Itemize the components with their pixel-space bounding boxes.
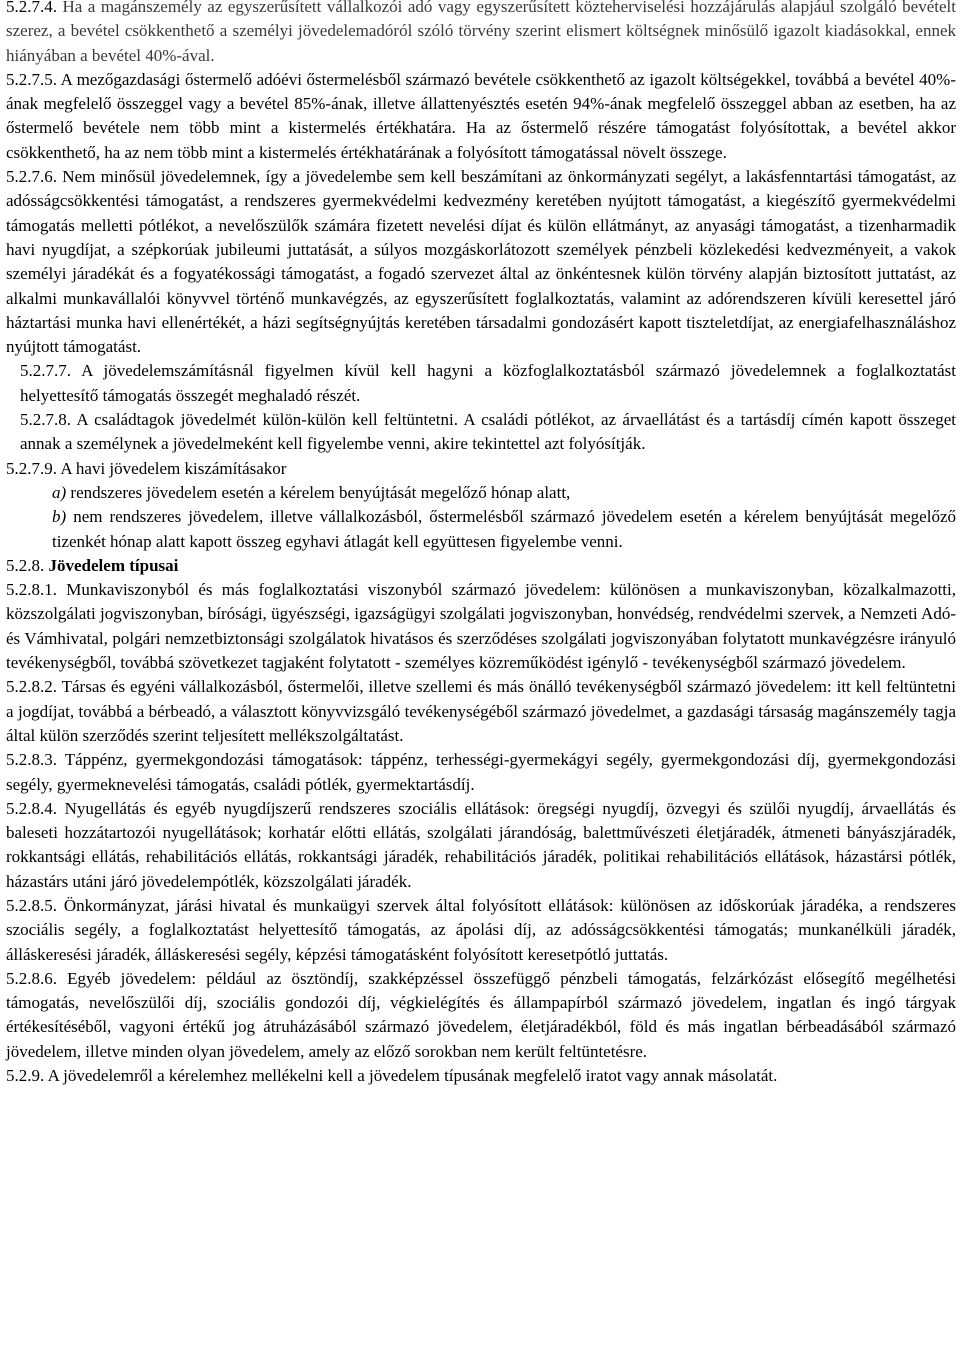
paragraph-text: Társas és egyéni vállalkozásból, őstermelői, illetve szellemi és más önálló tevékenységből származó jövedelem: itt kell feltüntetni a jogdíjat, továbbá a bérbeadó, a választott könyvvizsgáló tevékenységéből származó jövedelmet, a gazdasági társaság magánszemély tagja által külön szerződés szerint teljesített mellékszolgáltatást. bbox=[6, 677, 956, 745]
paragraph-5-2-7-7 bbox=[6, 359, 956, 408]
list-label: a) bbox=[52, 482, 67, 502]
section-heading-5-2-8 bbox=[6, 554, 956, 578]
section-number: 5.2.7.8. bbox=[20, 410, 71, 430]
list-item-a bbox=[6, 481, 956, 505]
paragraph-5-2-7-5 bbox=[6, 68, 956, 165]
paragraph-5-2-8-1 bbox=[6, 578, 956, 675]
section-number: 5.2.7.7. bbox=[20, 361, 71, 381]
paragraph-5-2-7-4 bbox=[6, 0, 956, 68]
section-number: 5.2.7.6. bbox=[6, 167, 57, 187]
paragraph-text: A jövedelemszámításnál figyelmen kívül kell hagyni a közfoglalkoztatásból származó jövedelemnek a foglalkoztatást helyettesítő támogatás összegét meghaladó részét. bbox=[20, 361, 956, 405]
paragraph-text: Ha a magánszemély az egyszerűsített vállalkozói adó vagy egyszerűsített közteherviselési hozzájárulás alapjául szolgáló bevételt szerez, a bevétel csökkenthető a személyi jövedelemadóról szóló törvény szerint elismert költségnek minősülő igazolt kiadásokkal, ennek hiányában a bevétel 40%-ával. bbox=[6, 0, 956, 65]
section-number: 5.2.8.3. bbox=[6, 750, 57, 770]
section-number: 5.2.8.2. bbox=[6, 677, 57, 697]
section-number: 5.2.8.1. bbox=[6, 580, 57, 600]
paragraph-5-2-8-2 bbox=[6, 675, 956, 748]
paragraph-5-2-8-3 bbox=[6, 748, 956, 797]
paragraph-5-2-8-6 bbox=[6, 967, 956, 1064]
list-text: nem rendszeres jövedelem, illetve vállalkozásból, őstermelésből származó jövedelem esetén a kérelem benyújtását megelőző tizenkét hónap alatt kapott összeg egyhavi átlagát kell együttesen figyelembe venni. bbox=[52, 507, 956, 551]
section-title: Jövedelem típusai bbox=[48, 555, 179, 575]
paragraph-text: A mezőgazdasági őstermelő adóévi őstermelésből származó bevétele csökkenthető az igazolt költségekkel, továbbá a bevétel 40%-ának megfelelő összeggel vagy a bevétel 85%-ának, illetve állattenyésztés esetén 94%-ának megfelelő összeggel abban az esetben, ha az őstermelő bevétele nem több mint a kistermelés értékhatára. Ha az őstermelő részére támogatást folyósítottak, a bevétel akkor csökkenthető, ha az nem több mint a kistermelés értékhatárának a folyósított támogatással növelt összege. bbox=[6, 69, 957, 162]
paragraph-text: Egyéb jövedelem: például az ösztöndíj, szakképzéssel összefüggő pénzbeli támogatás, felzárkózást elősegítő megélhetési támogatás, nevelőszülői díj, szociális gondozói díj, végkielégítés és állampapírból származó jövedelem, ingatlan és ingó tárgyak értékesítéséből, vagyoni értékű jog átruházásából származó jövedelem, életjáradékból, föld és más ingatlan bérbeadásából származó jövedelem, illetve minden olyan jövedelem, amely az előző sorokban nem került feltüntetésre. bbox=[6, 968, 956, 1061]
paragraph-text: A jövedelemről a kérelemhez mellékelni kell a jövedelem típusának megfelelő iratot vagy annak másolatát. bbox=[47, 1066, 778, 1086]
paragraph-text: A havi jövedelem kiszámításakor bbox=[60, 458, 287, 478]
paragraph-text: Táppénz, gyermekgondozási támogatások: táppénz, terhességi-gyermekágyi segély, gyermekgondozási díj, gyermekgondozási segély, gyermeknevelési támogatás, családi pótlék, gyermektartásdíj. bbox=[6, 750, 957, 794]
list-label: b) bbox=[52, 507, 67, 527]
paragraph-5-2-7-8 bbox=[6, 408, 956, 457]
paragraph-text: Munkaviszonyból és más foglalkoztatási viszonyból származó jövedelem: különösen a munkaviszonyban, közalkalmazotti, közszolgálati jogviszonyban, bírósági, ügyészségi, igazságügyi szolgálati jogviszonyban, honvédség, rendvédelmi szervek, a Nemzeti Adó- és Vámhivatal, polgári nemzetbiztonsági szolgálatok hivatásos és szerződéses szolgálati jogviszonyában folytatott munkavégzésre irányuló tevékenységből, továbbá szövetkezet tagjaként folytatott - személyes közreműködést igénylő - tevékenységből származó jövedelem. bbox=[6, 580, 956, 673]
paragraph-text: Nyugellátás és egyéb nyugdíjszerű rendszeres szociális ellátások: öregségi nyugdíj, özvegyi és szülői nyugdíj, árvaellátás és baleseti hozzátartozói nyugellátások; korhatár előtti ellátás, szolgálati járandóság, balettművészeti életjáradék, átmeneti bányászjáradék, rokkantsági ellátás, rehabilitációs ellátás, rokkantsági járadék, rehabilitációs járadék, politikai rehabilitációs ellátások, házastársi pótlék, házastárs utáni járó jövedelempótlék, közszolgálati járadék. bbox=[6, 798, 957, 891]
paragraph-text: A családtagok jövedelmét külön-külön kell feltüntetni. A családi pótlékot, az árvaellátást és a tartásdíj címén kapott összeget annak a személynek a jövedelmeként kell figyelembe venni, akire tekintettel azt folyósítják. bbox=[20, 410, 957, 454]
paragraph-text: Önkormányzat, járási hivatal és munkaügyi szervek által folyósított ellátások: különösen az időskorúak járadéka, a rendszeres szociális segély, a foglalkoztatást helyettesítő támogatás, az ápolási díj, az adósságcsökkentési támogatás; munkanélküli járadék, álláskeresési járadék, álláskeresési segély, képzési támogatásként folyósított keresetpótló juttatás. bbox=[6, 895, 956, 964]
list-item-b bbox=[6, 505, 956, 554]
section-number: 5.2.7.5. bbox=[6, 69, 57, 89]
section-number: 5.2.8.5. bbox=[6, 895, 57, 915]
paragraph-text: Nem minősül jövedelemnek, így a jövedelembe sem kell beszámítani az önkormányzati segélyt, a lakásfenntartási támogatást, az adósságcsökkentési támogatást, a rendszeres gyermekvédelmi kedvezmény keretében nyújtott támogatást, a kiegészítő gyermekvédelmi támogatás melletti pótlékot, a nevelőszülők számára fizetett nevelési díjat és külön ellátmányt, az anyasági támogatást, a tizenharmadik havi nyugdíjat, a szépkorúak jubileumi juttatását, a súlyos mozgáskorlátozott személyek pénzbeli közlekedési kedvezményeit, a vakok személyi járadékát és a fogyatékossági támogatást, a fogadó szervezet által az önkéntesnek külön törvény alapján biztosított juttatást, az alkalmi munkavállalói könyvvel történő munkavégzés, az egyszerűsített foglalkoztatás, valamint az adórendszeren kívüli keresettel járó háztartási munka havi ellenértékét, a házi segítségnyújtás keretében társadalmi gondozásért kapott tiszteletdíjat, az energiafelhasználáshoz nyújtott támogatást. bbox=[6, 167, 956, 357]
paragraph-5-2-8-4 bbox=[6, 797, 956, 894]
section-number: 5.2.7.9. bbox=[6, 458, 57, 478]
paragraph-5-2-8-5 bbox=[6, 894, 956, 967]
section-number: 5.2.8.4. bbox=[6, 798, 57, 818]
section-number: 5.2.7.4. bbox=[6, 0, 57, 16]
list-text: rendszeres jövedelem esetén a kérelem benyújtását megelőző hónap alatt, bbox=[70, 482, 571, 502]
section-number: 5.2.8. bbox=[6, 555, 45, 575]
paragraph-5-2-7-6 bbox=[6, 165, 956, 359]
paragraph-5-2-7-9 bbox=[6, 457, 956, 481]
paragraph-5-2-9 bbox=[6, 1064, 956, 1088]
section-number: 5.2.8.6. bbox=[6, 968, 57, 988]
section-number: 5.2.9. bbox=[6, 1066, 45, 1086]
